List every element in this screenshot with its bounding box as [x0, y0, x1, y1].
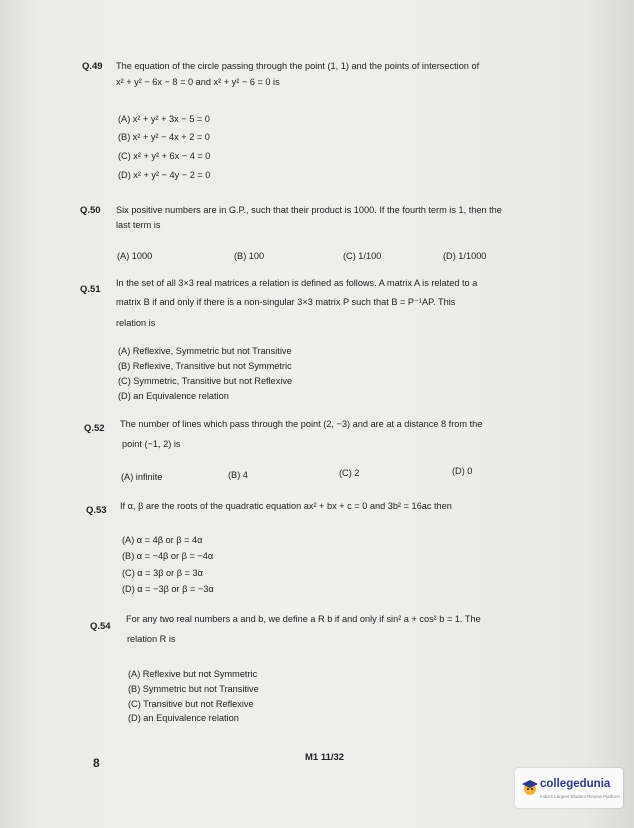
option-b: (B) α = −4β or β = −4α	[122, 551, 214, 561]
collegedunia-logo	[515, 768, 623, 808]
question-text: The equation of the circle passing through the point (1, 1) and the points of intersection of	[116, 61, 480, 71]
option-a: (A) α = 4β or β = 4α	[122, 535, 203, 545]
question-text: Six positive numbers are in G.P., such that their product is 1000. If the fourth term is 1, then the	[116, 205, 502, 215]
option-a: (A) Reflexive but not Symmetric	[128, 669, 258, 679]
question-number: Q.51	[80, 284, 101, 295]
option-a: (A) x² + y² + 3x − 5 = 0	[118, 114, 210, 124]
question-text-line2: last term is	[116, 220, 161, 230]
question-number: Q.54	[90, 621, 111, 632]
option-d: (D) an Equivalence relation	[128, 713, 239, 723]
question-number: Q.50	[80, 205, 101, 216]
question-text: In the set of all 3×3 real matrices a relation is defined as follows. A matrix A is related to a	[116, 278, 478, 288]
question-number: Q.52	[84, 423, 105, 434]
option-a: (A) 1000	[117, 251, 153, 261]
page-code: M1 11/32	[305, 752, 345, 763]
option-d: (D) an Equivalence relation	[118, 391, 229, 401]
logo-name: collegedunia	[540, 778, 611, 790]
option-c: (C) Transitive but not Reflexive	[128, 699, 254, 709]
question-text-line2: matrix B if and only if there is a non-singular 3×3 matrix P such that B = P⁻¹AP. This	[116, 297, 456, 307]
question-text-line2: x² + y² − 6x − 8 = 0 and x² + y² − 6 = 0 is	[116, 77, 280, 87]
question-text: For any two real numbers a and b, we define a R b if and only if sin² a + cos² b = 1. The	[126, 614, 481, 624]
option-c: (C) 1/100	[343, 251, 382, 261]
graduation-cap-icon	[521, 778, 539, 796]
option-b: (B) Reflexive, Transitive but not Symmetric	[118, 361, 292, 371]
option-d: (D) 0	[452, 466, 473, 476]
question-text-line3: relation is	[116, 318, 156, 328]
question-number: Q.53	[86, 505, 107, 516]
option-a: (A) Reflexive, Symmetric but not Transitive	[118, 346, 292, 356]
option-d: (D) 1/1000	[443, 251, 487, 261]
option-a: (A) infinite	[121, 472, 163, 482]
option-b: (B) x² + y² − 4x + 2 = 0	[118, 132, 210, 142]
option-c: (C) x² + y² + 6x − 4 = 0	[118, 151, 211, 161]
question-text-line2: point (−1, 2) is	[122, 439, 181, 449]
question-text-line2: relation R is	[127, 634, 176, 644]
option-d: (D) x² + y² − 4y − 2 = 0	[118, 170, 211, 180]
logo-tagline: India's Largest Student Review Platform	[540, 794, 620, 799]
option-b: (B) Symmetric but not Transitive	[128, 684, 259, 694]
option-c: (C) α = 3β or β = 3α	[122, 568, 203, 578]
option-b: (B) 100	[234, 251, 265, 261]
option-c: (C) 2	[339, 468, 360, 478]
question-text: If α, β are the roots of the quadratic equation ax² + bx + c = 0 and 3b² = 16ac then	[120, 501, 452, 511]
question-number: Q.49	[82, 61, 103, 72]
question-text: The number of lines which pass through the point (2, −3) and are at a distance 8 from the	[120, 419, 483, 429]
option-c: (C) Symmetric, Transitive but not Reflexive	[118, 376, 293, 386]
page-number: 8	[93, 756, 100, 770]
option-b: (B) 4	[228, 470, 248, 480]
option-d: (D) α = −3β or β = −3α	[122, 584, 214, 594]
